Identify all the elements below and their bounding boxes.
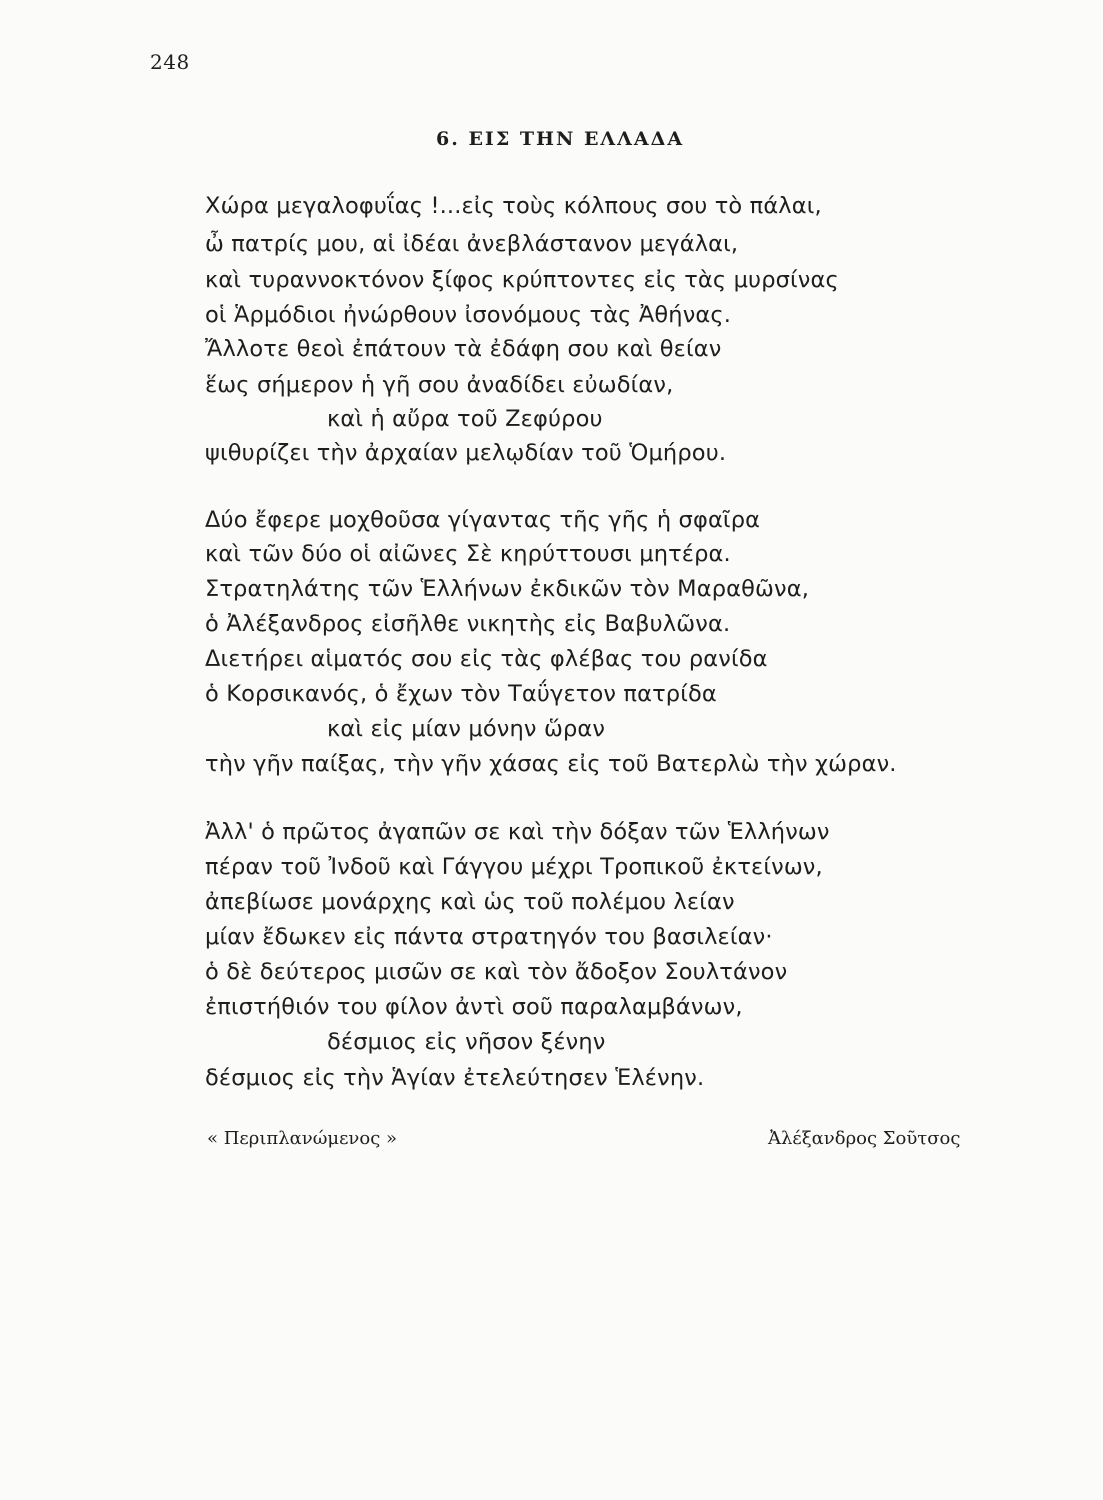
poem-line: ὁ Κορσικανός, ὁ ἔχων τὸν Ταΰγετον πατρίδα [205, 681, 717, 707]
poem-line-indented: καὶ εἰς μίαν μόνην ὥραν [327, 716, 606, 742]
poem-line: πέραν τοῦ Ἰνδοῦ καὶ Γάγγου μέχρι Τροπικοῦ ἐκτείνων, [205, 854, 823, 880]
poem-line: ἀπεβίωσε μονάρχης καὶ ὡς τοῦ πολέμου λείαν [205, 889, 735, 915]
poem-line: Στρατηλάτης τῶν Ἑλλήνων ἐκδικῶν τὸν Μαραθῶνα, [205, 576, 810, 602]
poem-line: Χώρα μεγαλοφυΐας !...εἰς τοὺς κόλπους σου τὸ πάλαι, [205, 193, 822, 219]
poem-line-indented: καὶ ἡ αὔρα τοῦ Ζεφύρου [327, 406, 603, 432]
poem-line: Διετήρει αἱματός σου εἰς τὰς φλέβας του ρανίδα [205, 646, 768, 672]
poem-line: τὴν γῆν παίξας, τὴν γῆν χάσας εἰς τοῦ Βατερλὼ τὴν χώραν. [205, 751, 897, 777]
poem-line: Δύο ἔφερε μοχθοῦσα γίγαντας τῆς γῆς ἡ σφαῖρα [205, 507, 761, 533]
poem-line: ψιθυρίζει τὴν ἀρχαίαν μελῳδίαν τοῦ Ὁμήρου. [205, 440, 727, 466]
poem-line: ἕως σήμερον ἡ γῆ σου ἀναδίδει εὐωδίαν, [205, 372, 674, 398]
page-number: 248 [150, 50, 190, 74]
poem-line: οἱ Ἁρμόδιοι ἠνώρθουν ἰσονόμους τὰς Ἀθήνας. [205, 302, 732, 328]
source-citation: « Περιπλανώμενος » [207, 1128, 398, 1149]
poem-line: μίαν ἔδωκεν εἰς πάντα στρατηγόν του βασιλείαν· [205, 924, 773, 950]
poem-line: Ἀλλ' ὁ πρῶτος ἀγαπῶν σε καὶ τὴν δόξαν τῶν Ἑλλήνων [205, 819, 830, 845]
poem-line: ἐπιστήθιόν του φίλον ἀντὶ σοῦ παραλαμβάνων, [205, 994, 743, 1020]
author-name: Ἀλέξανδρος Σοῦτσος [768, 1128, 961, 1149]
poem-line: δέσμιος εἰς τὴν Ἁγίαν ἐτελεύτησεν Ἑλένην. [205, 1065, 705, 1091]
poem-line: Ἄλλοτε θεοὶ ἐπάτουν τὰ ἐδάφη σου καὶ θείαν [205, 336, 722, 362]
poem-line: ὦ πατρίς μου, αἱ ἰδέαι ἀνεβλάστανον μεγάλαι, [205, 231, 739, 257]
poem-line: καὶ τῶν δύο οἱ αἰῶνες Σὲ κηρύττουσι μητέρα. [205, 541, 731, 567]
poem-line: ὁ δὲ δεύτερος μισῶν σε καὶ τὸν ἄδοξον Σουλτάνον [205, 959, 788, 985]
poem-line-indented: δέσμιος εἰς νῆσον ξένην [327, 1029, 606, 1055]
poem-line: καὶ τυραννοκτόνον ξίφος κρύπτοντες εἰς τὰς μυρσίνας [205, 267, 839, 293]
poem-title: 6. ΕΙΣ ΤΗΝ ΕΛΛΑΔΑ [436, 128, 685, 150]
poem-line: ὁ Ἀλέξανδρος εἰσῆλθε νικητὴς εἰς Βαβυλῶνα. [205, 611, 731, 637]
